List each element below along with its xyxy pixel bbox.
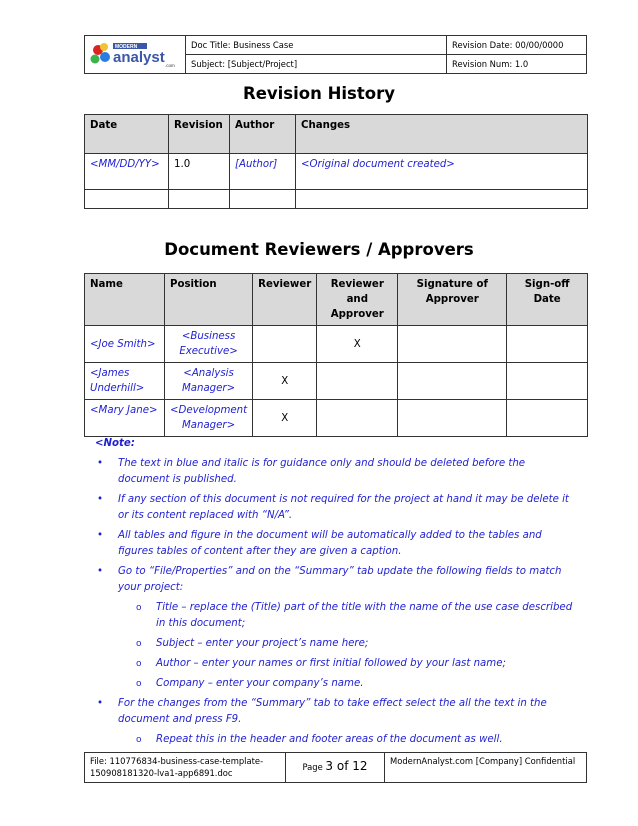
circle-bullet-icon: o	[136, 603, 142, 613]
column-header: Date	[85, 115, 169, 154]
column-header: Reviewer	[253, 274, 317, 326]
table-row	[85, 400, 588, 437]
table-cell: X	[253, 400, 317, 437]
table-cell: <Development Manager>	[165, 400, 253, 437]
list-item: • The text in blue and italic is for guidance only and should be deleted before the document is published.	[97, 458, 526, 485]
logo	[85, 36, 186, 74]
column-header: Revision	[169, 115, 230, 154]
table-cell: <Analysis Manager>	[165, 363, 253, 400]
table-cell: <Business Executive>	[165, 326, 253, 363]
list-item: • All tables and figure in the document will be automatically added to the tables and figures tables of content after they are given a caption.	[97, 530, 542, 557]
table-header-row	[85, 274, 588, 326]
table-cell: <Joe Smith>	[85, 326, 165, 363]
table-cell	[398, 363, 507, 400]
bullet-icon: •	[97, 566, 104, 577]
table-cell: <Mary Jane>	[85, 400, 165, 437]
table-cell	[317, 363, 398, 400]
table-cell	[253, 326, 317, 363]
svg-text:.com: .com	[165, 62, 175, 68]
bullet-icon: •	[97, 494, 104, 505]
table-cell: <James Underhill>	[85, 363, 165, 400]
page-footer	[84, 752, 587, 783]
list-item: • For the changes from the “Summary” tab to take effect select the all the text in the document and press F9.	[97, 698, 547, 725]
column-header: Name	[85, 274, 165, 326]
page-header	[84, 35, 587, 74]
page-number: Page 3 of 12	[286, 753, 385, 783]
doc-title: Doc Title: Business Case	[186, 36, 447, 55]
revision-num: Revision Num: 1.0	[447, 55, 587, 74]
table-cell	[398, 326, 507, 363]
table-cell	[296, 190, 588, 209]
column-header: Signature of Approver	[398, 274, 507, 326]
table-cell: <MM/DD/YY>	[85, 154, 169, 190]
table-cell	[169, 190, 230, 209]
note-label: <Note:	[95, 438, 135, 449]
svg-text:analyst: analyst	[113, 48, 165, 66]
table-cell	[507, 400, 588, 437]
sub-list-item: o Company – enter your company’s name.	[95, 676, 575, 692]
column-header: Sign-off Date	[507, 274, 588, 326]
table-cell: <Original document created>	[296, 154, 588, 190]
column-header: Author	[230, 115, 296, 154]
revision-history-table	[84, 114, 588, 209]
table-cell: X	[253, 363, 317, 400]
table-row	[85, 326, 588, 363]
reviewers-table	[84, 273, 588, 437]
table-cell	[85, 190, 169, 209]
note-list	[95, 456, 575, 748]
list-item: • Go to “File/Properties” and on the “Summary” tab update the following fields to match your project:	[97, 566, 562, 593]
sub-list-item: o Subject – enter your project’s name here;	[95, 636, 575, 652]
table-row	[85, 363, 588, 400]
guidance-note	[95, 436, 575, 752]
column-header: Changes	[296, 115, 588, 154]
circle-bullet-icon: o	[136, 679, 142, 689]
table-cell: [Author]	[230, 154, 296, 190]
bullet-icon: •	[97, 530, 104, 541]
circle-bullet-icon: o	[136, 735, 142, 745]
sub-list-item: o Repeat this in the header and footer areas of the document as well.	[95, 732, 575, 748]
svg-text:MODERN: MODERN	[115, 43, 138, 50]
bullet-icon: •	[97, 698, 104, 709]
doc-subject: Subject: [Subject/Project]	[186, 55, 447, 74]
table-row	[85, 154, 588, 190]
sub-list-item: o Author – enter your names or first initial followed by your last name;	[95, 656, 575, 672]
bullet-icon: •	[97, 458, 104, 469]
table-cell	[398, 400, 507, 437]
table-cell	[507, 326, 588, 363]
table-row	[85, 190, 588, 209]
revision-date: Revision Date: 00/00/0000	[447, 36, 587, 55]
circle-bullet-icon: o	[136, 639, 142, 649]
column-header: Position	[165, 274, 253, 326]
column-header: Reviewer and Approver	[317, 274, 398, 326]
reviewers-title: Document Reviewers / Approvers	[164, 240, 474, 259]
list-item: • If any section of this document is not required for the project at hand it may be delete it or its content replaced with “N/A”.	[97, 494, 569, 521]
revision-history-title: Revision History	[242, 84, 395, 103]
table-cell	[230, 190, 296, 209]
circle-bullet-icon: o	[136, 659, 142, 669]
footer-file: File: 110776834-business-case-template-150908181320-lva1-app6891.doc	[85, 753, 286, 783]
table-cell: X	[317, 326, 398, 363]
footer-company: ModernAnalyst.com [Company] Confidential	[385, 753, 587, 783]
table-cell	[507, 363, 588, 400]
modern-analyst-logo-icon	[87, 37, 183, 71]
sub-list-item: o Title – replace the (Title) part of the title with the name of the use case described in this document;	[136, 602, 573, 629]
table-cell	[317, 400, 398, 437]
table-cell: 1.0	[169, 154, 230, 190]
table-header-row	[85, 115, 588, 154]
